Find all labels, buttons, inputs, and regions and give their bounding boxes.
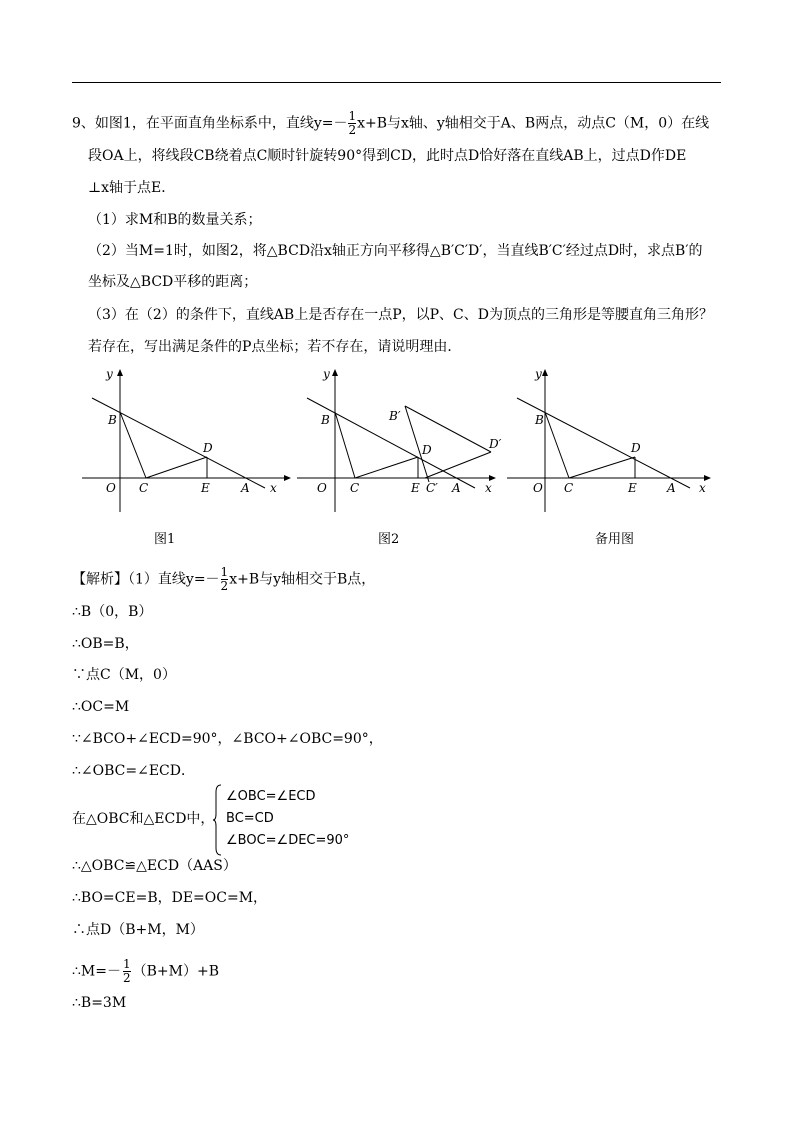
solution-line-3: ∴OB=B，	[72, 636, 139, 652]
label-C: C	[350, 481, 360, 495]
label-D: D	[422, 443, 432, 457]
solution-line-4: ∵点C（M，0）	[72, 667, 176, 683]
label-O: O	[533, 481, 543, 495]
solution-text: 【解析】（1）直线y=－	[72, 571, 220, 588]
solution-text: （B+M）+B	[132, 963, 219, 980]
label-A: A	[241, 481, 250, 495]
fraction-denominator: 2	[122, 971, 131, 985]
figure-1	[80, 362, 295, 522]
solution-line-6: ∵∠BCO+∠ECD=90°，∠BCO+∠OBC=90°，	[72, 731, 383, 747]
label-O: O	[317, 481, 327, 495]
solution-line-7: ∴∠OBC=∠ECD．	[72, 763, 195, 779]
label-x: x	[270, 481, 277, 495]
caption-figure-2: 图2	[378, 532, 400, 547]
fraction-denominator: 2	[220, 579, 229, 593]
fraction-numerator: 1	[122, 957, 131, 971]
condition-2: BC=CD	[226, 811, 274, 826]
fraction	[221, 566, 229, 593]
solution-text: ∴M=－	[72, 963, 121, 980]
problem-line-3: ⊥x轴于点E．	[88, 180, 176, 196]
label-E: E	[201, 481, 210, 495]
fraction-denominator: 2	[348, 123, 357, 137]
label-y: y	[106, 367, 113, 381]
header-rule	[72, 82, 721, 83]
figure-2-diagram	[295, 362, 510, 522]
solution-line-9: ∴△OBC≌△ECD（AAS）	[72, 858, 237, 874]
label-O: O	[106, 481, 116, 495]
caption-figure-1: 图1	[154, 532, 176, 547]
caption-figure-backup: 备用图	[595, 532, 635, 547]
label-B: B	[535, 413, 544, 427]
segment-CD	[355, 457, 418, 478]
fraction	[348, 110, 356, 137]
label-y: y	[535, 367, 542, 381]
left-brace	[212, 784, 222, 856]
question-1: （1）求M和B的数量关系；	[88, 212, 262, 228]
problem-text: 9、如图1，在平面直角坐标系中，直线y=－	[72, 115, 348, 132]
label-B: B	[108, 413, 117, 427]
label-D-prime: D′	[489, 437, 502, 451]
question-3b: 若存在，写出满足条件的P点坐标；若不存在，请说明理由．	[88, 339, 462, 355]
figure-1-diagram	[80, 362, 295, 522]
solution-text: x+B与y轴相交于B点，	[229, 571, 376, 588]
condition-3: ∠BOC=∠DEC=90°	[226, 833, 350, 848]
label-D: D	[203, 441, 213, 455]
label-E: E	[628, 481, 637, 495]
question-2b: 坐标及△BCD平移的距离；	[88, 274, 258, 290]
segment-CD	[569, 457, 635, 478]
condition-1: ∠OBC=∠ECD	[226, 789, 316, 804]
segment-B2D2	[405, 406, 491, 452]
fraction-numerator: 1	[220, 565, 229, 579]
segment-CD	[146, 457, 207, 478]
segment-BC	[120, 412, 146, 478]
label-A: A	[452, 481, 461, 495]
label-x: x	[699, 481, 706, 495]
solution-line-2: ∴B（0，B）	[72, 604, 153, 620]
segment-C2D2	[425, 452, 491, 478]
solution-line-11: ∴点D（B+M，M）	[72, 922, 204, 938]
label-y: y	[323, 367, 330, 381]
figure-backup	[505, 362, 720, 522]
label-D: D	[631, 441, 641, 455]
label-B: B	[321, 413, 330, 427]
label-C-prime: C′	[426, 481, 438, 495]
line-AB	[517, 398, 690, 488]
problem-line-2: 段OA上，将线段CB绕着点C顺时针旋转90°得到CD，此时点D恰好落在直线AB上，过点D作DE	[88, 148, 687, 164]
label-C: C	[139, 481, 149, 495]
problem-line-1	[72, 110, 709, 137]
solution-line-1	[72, 566, 375, 593]
solution-line-12	[72, 958, 219, 985]
question-2a: （2）当M=1时，如图2，将△BCD沿x轴正方向平移得△B′C′D′，当直线B′C′经过点D时，求点B′的	[88, 243, 703, 259]
figure-2	[295, 362, 510, 522]
label-C: C	[564, 481, 574, 495]
label-E: E	[411, 481, 420, 495]
label-x: x	[485, 481, 492, 495]
solution-line-10: ∴BO=CE=B，DE=OC=M，	[72, 890, 268, 906]
segment-BC	[545, 412, 569, 478]
fraction	[123, 958, 131, 985]
problem-text: x+B与x轴、y轴相交于A、B两点，动点C（M，0）在线	[357, 115, 710, 132]
question-3a: （3）在（2）的条件下，直线AB上是否存在一点P，以P、C、D为顶点的三角形是等腰直角三角形？	[88, 307, 713, 323]
solution-line-13: ∴B=3M	[72, 995, 127, 1011]
figure-backup-diagram	[505, 362, 720, 522]
solution-line-5: ∴OC=M	[72, 699, 130, 715]
solution-line-8: 在△OBC和△ECD中，	[72, 811, 215, 827]
fraction-numerator: 1	[348, 109, 357, 123]
label-A: A	[667, 481, 676, 495]
line-AB	[92, 398, 265, 488]
label-B-prime: B′	[389, 409, 401, 423]
